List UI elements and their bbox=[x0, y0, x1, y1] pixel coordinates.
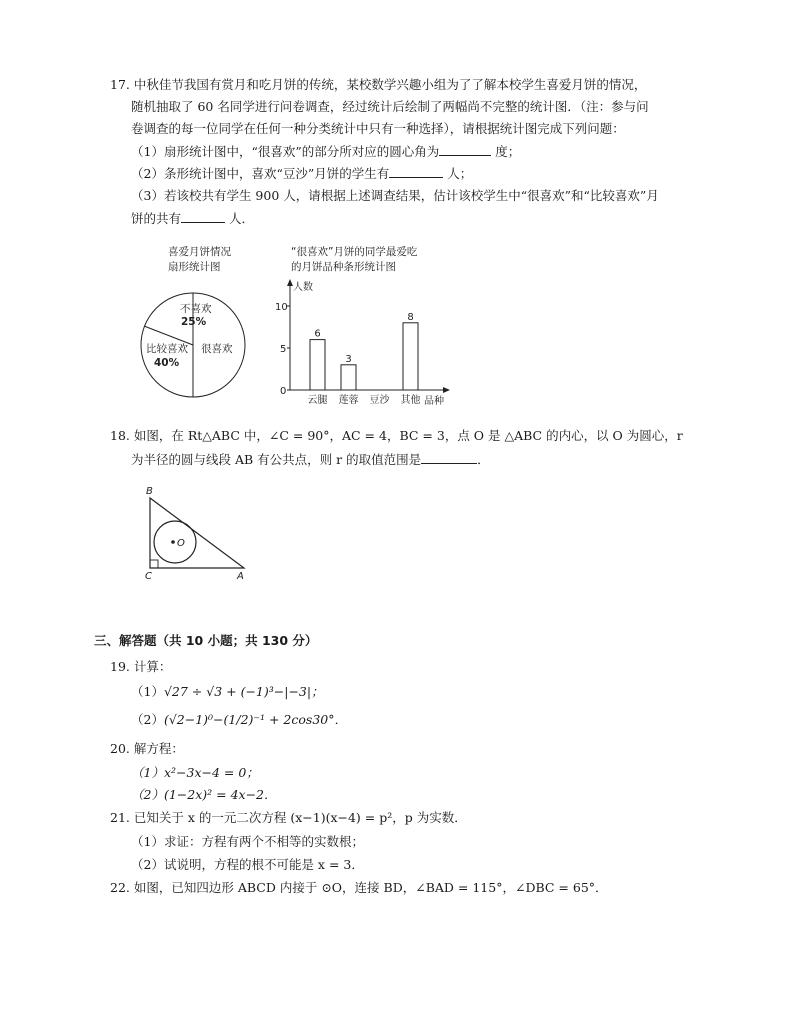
y-axis-label: 人数 bbox=[293, 282, 313, 293]
category-label: 豆沙 bbox=[369, 395, 390, 406]
category-label: 云腿 bbox=[307, 395, 328, 406]
q19-number: 19. bbox=[110, 659, 130, 674]
answer-blank bbox=[389, 165, 443, 178]
label-b: B bbox=[146, 486, 153, 497]
q19-title: 计算： bbox=[133, 659, 172, 674]
q21-stem: 已知关于 x 的一元二次方程 (x−1)(x−4) = p²，p 为实数． bbox=[133, 810, 467, 825]
y-tick-label: 5 bbox=[280, 344, 287, 355]
bar-chart bbox=[272, 278, 452, 408]
q19-part2: （2）(√2−1)⁰−(1/2)⁻¹ + 2cos30°． bbox=[131, 712, 347, 727]
bar-value-label: 6 bbox=[314, 328, 321, 340]
pie-title-line2: 扇形统计图 bbox=[168, 261, 221, 273]
q19-p2-expr: (√2−1)⁰−(1/2)⁻¹ + 2cos30°． bbox=[163, 712, 347, 727]
label-o: O bbox=[177, 538, 185, 549]
q21-part1: （1）求证：方程有两个不相等的实数根； bbox=[131, 834, 364, 849]
pie-label-dislike: 不喜欢 bbox=[180, 303, 212, 315]
q20-title-line bbox=[110, 740, 184, 758]
triangle-figure bbox=[140, 484, 260, 584]
q21-stem-line bbox=[110, 809, 467, 827]
q20-part2: （2）(1−2x)² = 4x−2． bbox=[131, 787, 277, 802]
pie-label-love: 很喜欢 bbox=[201, 343, 233, 355]
q18-number: 18. bbox=[110, 428, 130, 443]
q17-part2: （2）条形统计图中，喜欢“豆沙”月饼的学生有 人； bbox=[131, 166, 473, 181]
pie-title-line1: 喜爱月饼情况 bbox=[168, 246, 231, 258]
q19-part1: （1）√27 ÷ √3 + (−1)³−|−3|； bbox=[131, 684, 324, 699]
pie-pct-dislike: 25% bbox=[181, 316, 207, 328]
q21-part2: （2）试说明，方程的根不可能是 x = 3． bbox=[131, 857, 364, 872]
right-angle-mark bbox=[150, 560, 158, 568]
bar-value-label: 8 bbox=[407, 311, 414, 323]
bar-title-line2: 的月饼品种条形统计图 bbox=[291, 261, 396, 273]
bar-3 bbox=[403, 323, 418, 390]
q17-stem-line3: 卷调查的每一位同学在任何一种分类统计中只有一种选择），请根据统计图完成下列问题： bbox=[131, 121, 625, 136]
y-tick-label: 10 bbox=[275, 302, 288, 313]
category-label: 莲蓉 bbox=[338, 395, 359, 406]
center-point bbox=[171, 540, 175, 544]
pie-pct-quite-like: 40% bbox=[154, 357, 180, 369]
q17-part3: （3）若该校共有学生 900 人，请根据上述调查结果，估计该校学生中“很喜欢”和“比较喜欢”月 bbox=[131, 188, 659, 203]
q18-line2: 为半径的圆与线段 AB 有公共点，则 r 的取值范围是 ． bbox=[131, 452, 490, 467]
answer-blank bbox=[439, 143, 491, 156]
label-c: C bbox=[145, 571, 152, 582]
bar-1 bbox=[341, 365, 356, 390]
q18-line1-text: 如图，在 Rt△ABC 中，∠C = 90°，AC = 4，BC = 3，点 O 是 △ABC 的内心，以 O 为圆心，r bbox=[133, 428, 683, 443]
q17-line1 bbox=[110, 76, 646, 94]
q17-number: 17. bbox=[110, 77, 130, 92]
bar-value-label: 3 bbox=[345, 353, 352, 365]
incircle bbox=[154, 521, 196, 563]
y-tick-label: 0 bbox=[280, 386, 287, 397]
q22-number: 22. bbox=[110, 880, 130, 895]
q21-number: 21. bbox=[110, 810, 130, 825]
bar-0 bbox=[310, 340, 325, 390]
q20-number: 20. bbox=[110, 741, 130, 756]
answer-blank bbox=[181, 210, 225, 223]
category-label: 其他 bbox=[400, 395, 421, 406]
triangle-abc bbox=[150, 498, 244, 568]
label-a: A bbox=[237, 571, 244, 582]
pie-label-quite-like: 比较喜欢 bbox=[146, 343, 188, 355]
answer-blank bbox=[421, 451, 477, 464]
q19-title-line bbox=[110, 658, 171, 676]
x-axis-label: 品种 bbox=[424, 396, 444, 407]
q20-title: 解方程： bbox=[133, 741, 184, 756]
q17-stem-line2: 随机抽取了 60 名同学进行问卷调查，经过统计后绘制了两幅尚不完整的统计图．（注：参与问 bbox=[131, 99, 649, 114]
bar-title-line1: “很喜欢”月饼的同学最爱吃 bbox=[291, 246, 418, 258]
q22-stem-line bbox=[110, 879, 608, 897]
q17-part1: （1）扇形统计图中，“很喜欢”的部分所对应的圆心角为 度； bbox=[131, 144, 521, 159]
section3-heading: 三、解答题（共 10 小题；共 130 分） bbox=[94, 633, 318, 648]
q20-part1: （1）x²−3x−4 = 0； bbox=[131, 765, 259, 780]
q17-stem-line1: 中秋佳节我国有赏月和吃月饼的传统，某校数学兴趣小组为了了解本校学生喜爱月饼的情况， bbox=[133, 77, 647, 92]
q17-part3-cont: 饼的共有 人． bbox=[131, 211, 255, 226]
pie-chart bbox=[138, 290, 248, 400]
q22-stem: 如图，已知四边形 ABCD 内接于 ⊙O，连接 BD，∠BAD = 115°，∠DBC = 65°． bbox=[133, 880, 608, 895]
x-axis-arrow bbox=[443, 387, 450, 393]
q18-line1 bbox=[110, 427, 683, 445]
q19-p1-expr: √27 ÷ √3 + (−1)³−|−3|； bbox=[163, 684, 324, 699]
